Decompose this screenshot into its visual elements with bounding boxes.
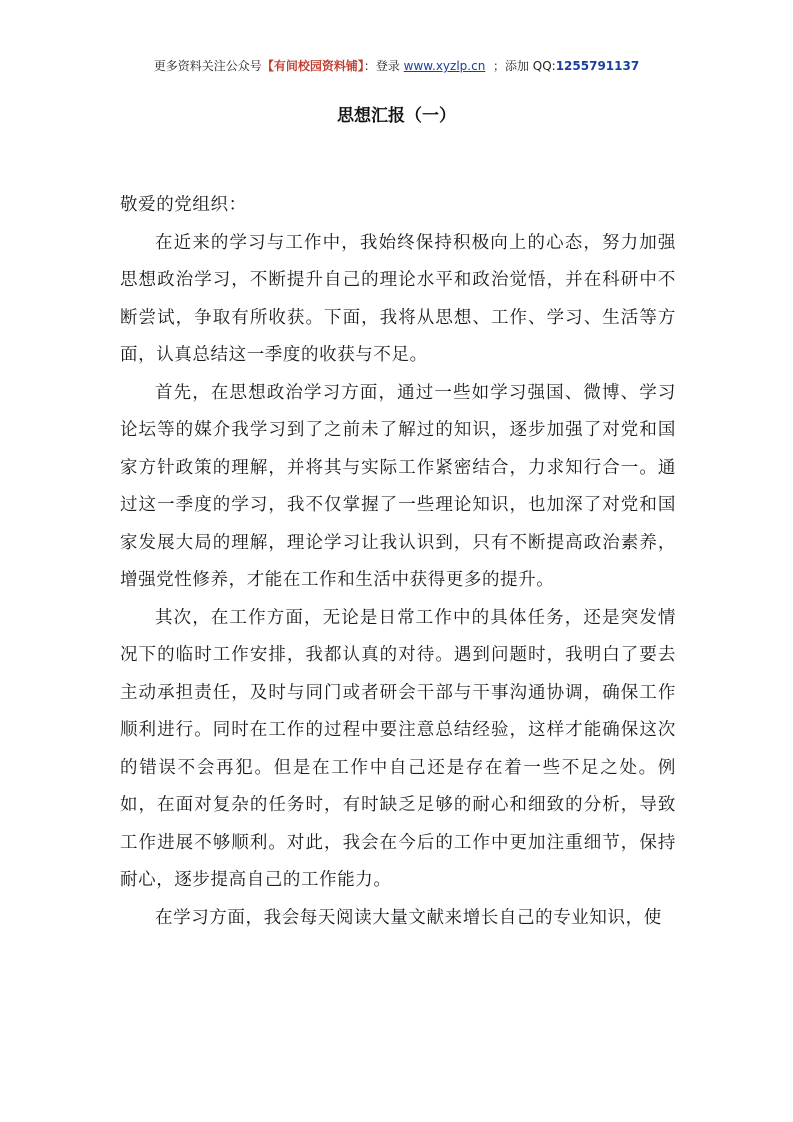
- salutation: 敬爱的党组织：: [120, 195, 247, 215]
- paragraph-political-study: 首先，在思想政治学习方面，通过一些如学习强国、微博、学习论坛等的媒介我学习到了之前未了解过的知识，逐步加强了对党和国家方针政策的理解，并将其与实际工作紧密结合，力求知行合一。通过这一季度的学习，我不仅掌握了一些理论知识，也加深了对党和国家发展大局的理解，理论学习让我认识到，只有不断提高政治素养，增强党性修养，才能在工作和生活中获得更多的提升。: [120, 382, 676, 590]
- document-body: [120, 187, 676, 937]
- paragraph-work: 其次，在工作方面，无论是日常工作中的具体任务，还是突发情况下的临时工作安排，我都认真的对待。遇到问题时，我明白了要去主动承担责任，及时与同门或者研会干部与干事沟通协调，确保工作顺利进行。同时在工作的过程中要注意总结经验，这样才能确保这次的错误不会再犯。但是在工作中自己还是存在着一些不足之处。例如，在面对复杂的任务时，有时缺乏足够的耐心和细致的分析，导致工作进展不够顺利。对此，我会在今后的工作中更加注重细节，保持耐心，逐步提高自己的工作能力。: [120, 607, 676, 890]
- header-prefix: 更多资料关注公众号: [153, 59, 262, 73]
- header-qq-number: 1255791137: [555, 59, 640, 73]
- page-header: [0, 56, 793, 76]
- header-website-link[interactable]: www.xyzlp.cn: [403, 59, 486, 73]
- paragraph-study: 在学习方面，我会每天阅读大量文献来增长自己的专业知识，使: [155, 907, 662, 928]
- header-qq-label: ；添加 QQ:: [492, 59, 556, 73]
- header-brand: 【有间校园资料铺】: [261, 59, 364, 73]
- document-title: 思想汇报（一）: [337, 106, 456, 126]
- header-login-label: ：登录: [363, 59, 400, 73]
- paragraph-intro: 在近来的学习与工作中，我始终保持积极向上的心态，努力加强思想政治学习，不断提升自己的理论水平和政治觉悟，并在科研中不断尝试，争取有所收获。下面，我将从思想、工作、学习、生活等方面，认真总结这一季度的收获与不足。: [120, 232, 676, 365]
